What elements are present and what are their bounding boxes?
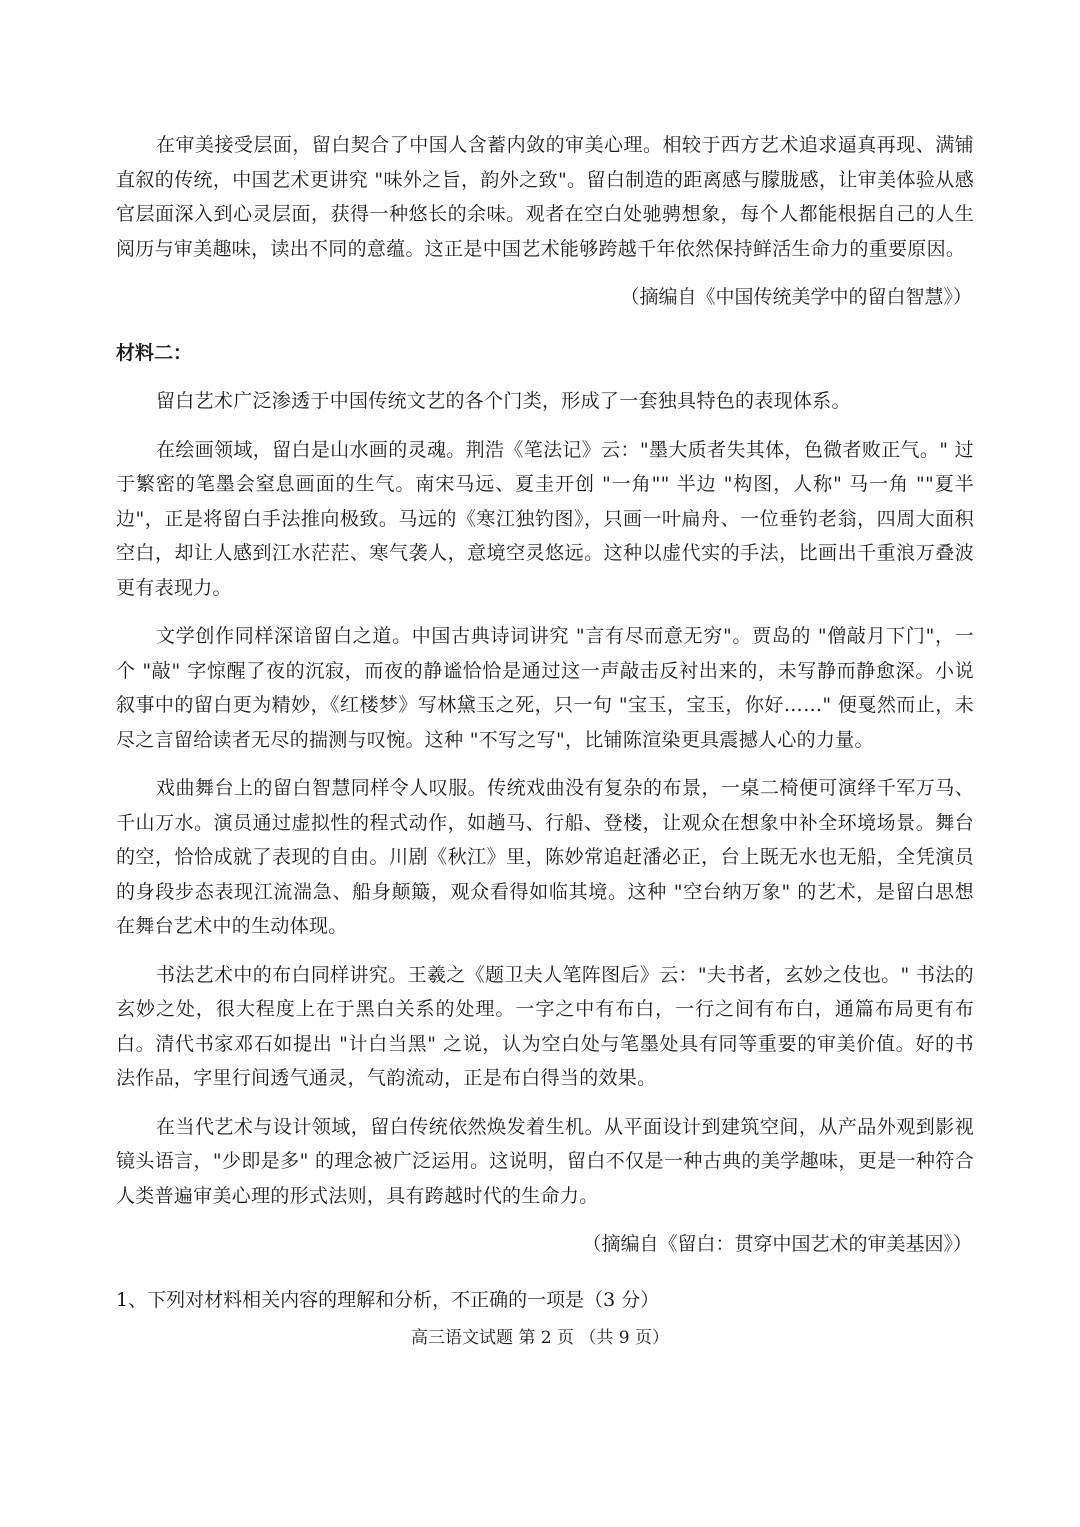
material2-heading: 材料二： xyxy=(116,342,193,364)
material1-source: （摘编自《中国传统美学中的留白智慧》） xyxy=(620,286,972,308)
material2-paragraph-2: 在绘画领域，留白是山水画的灵魂。荆浩《笔法记》云："墨大质者失其体，色微者败正气。" 过于繁密的笔墨会窒息画面的生气。南宋马远、夏圭开创 "一角"" 半边 "构图，人称" 马一角 ""夏半边"，正是将留白手法推向极致。马远的《寒江独钓图》，只画一叶扁舟、一位垂钓老翁，四周大面积空白，却让人感到江水茫茫、寒气袭人，意境空灵悠远。这种以虚代实的手法，比画出千重浪万叠波更有表现力。 xyxy=(116,438,974,599)
page-content xyxy=(116,128,974,1317)
material2-paragraph-4: 戏曲舞台上的留白智慧同样令人叹服。传统戏曲没有复杂的布景，一桌二椅便可演绎千军万马、千山万水。演员通过虚拟性的程式动作，如趟马、行船、登楼，让观众在想象中补全环境场景。舞台的空，恰恰成就了表现的自由。川剧《秋江》里，陈妙常追赶潘必正，台上既无水也无船，全凭演员的身段步态表现江流湍急、船身颠簸，观众看得如临其境。这种 "空台纳万象" 的艺术，是留白思想在舞台艺术中的生动体现。 xyxy=(116,777,974,937)
question-1: 1、下列对材料相关内容的理解和分析，不正确的一项是（3 分） xyxy=(116,1289,660,1311)
material2-paragraph-1: 留白艺术广泛渗透于中国传统文艺的各个门类，形成了一套独具特色的表现体系。 xyxy=(156,390,851,412)
page-footer: 高三语文试题 第 2 页 （共 9 页） xyxy=(410,1328,670,1348)
material2-paragraph-5: 书法艺术中的布白同样讲究。王羲之《题卫夫人笔阵图后》云："夫书者，玄妙之伎也。" 书法的玄妙之处，很大程度上在于黑白关系的处理。一字之中有布白，一行之间有布白，通篇布局更有布白。清代书家邓石如提出 "计白当黑" 之说，认为空白处与笔墨处具有同等重要的审美价值。好的书法作品，字里行间透气通灵，气韵流动，正是布白得当的效果。 xyxy=(116,963,974,1089)
material2-paragraph-6: 在当代艺术与设计领域，留白传统依然焕发着生机。从平面设计到建筑空间，从产品外观到影视镜头语言，"少即是多" 的理念被广泛运用。这说明，留白不仅是一种古典的美学趣味，更是一种符合人类普遍审美心理的形式法则，具有跨越时代的生命力。 xyxy=(116,1115,974,1207)
material2-paragraph-3: 文学创作同样深谙留白之道。中国古典诗词讲究 "言有尽而意无穷"。贾岛的 "僧敲月下门"，一个 "敲" 字惊醒了夜的沉寂，而夜的静谧恰恰是通过这一声敲击反衬出来的，未写静而静愈深。小说叙事中的留白更为精妙，《红楼梦》写林黛玉之死，只一句 "宝玉，宝玉，你好……" 便戛然而止，未尽之言留给读者无尽的揣测与叹惋。这种 "不写之写"，比铺陈渲染更具震撼人心的力量。 xyxy=(116,625,974,751)
material1-paragraph: 在审美接受层面，留白契合了中国人含蓄内敛的审美心理。相较于西方艺术追求逼真再现、满铺直叙的传统，中国艺术更讲究 "味外之旨，韵外之致"。留白制造的距离感与朦胧感，让审美体验从感官层面深入到心灵层面，获得一种悠长的余味。观者在空白处驰骋想象，每个人都能根据自己的人生阅历与审美趣味，读出不同的意蕴。这正是中国艺术能够跨越千年依然保持鲜活生命力的重要原因。 xyxy=(116,134,974,260)
material2-source: （摘编自《留白：贯穿中国艺术的审美基因》） xyxy=(582,1233,972,1255)
